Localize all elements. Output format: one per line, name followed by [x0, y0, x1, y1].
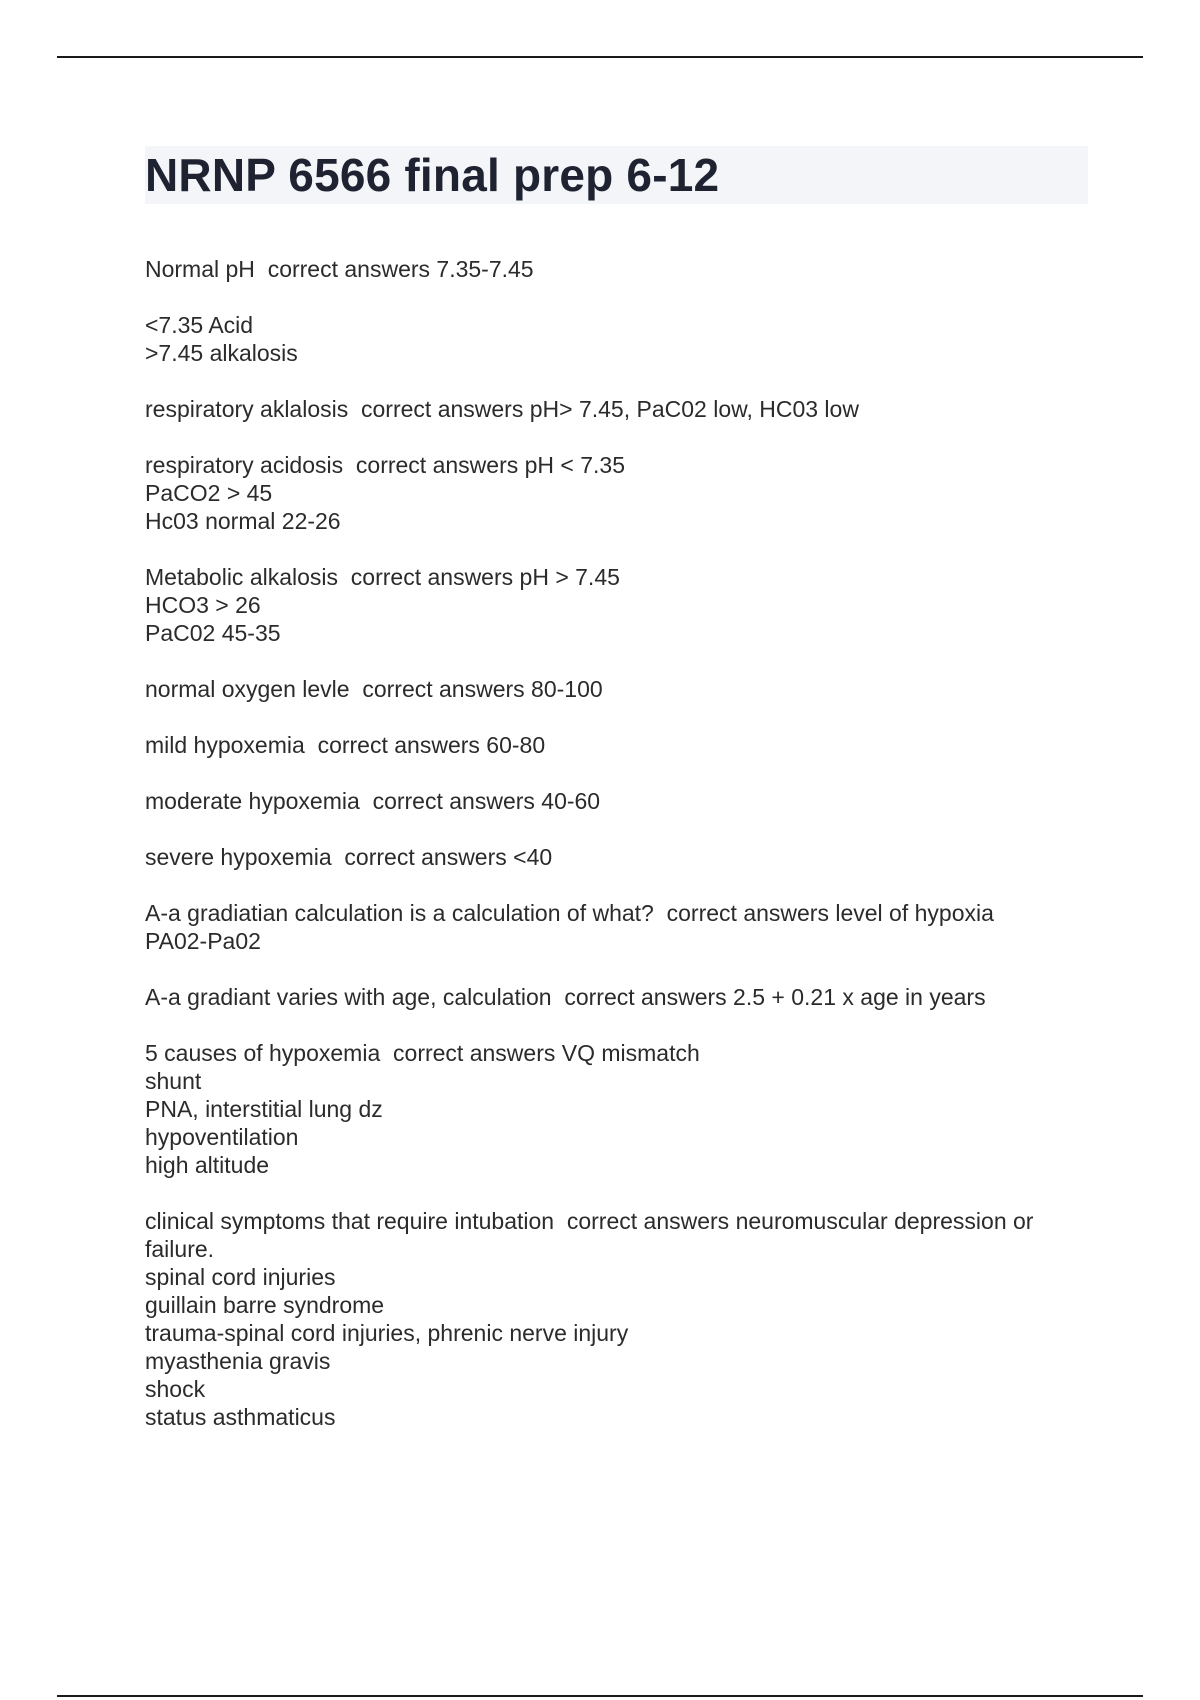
entry-line: failure.	[145, 1236, 215, 1262]
entry-causes-hypoxemia	[145, 1039, 1095, 1179]
bottom-rule	[57, 1695, 1143, 1697]
entry-metabolic-alkalosis	[145, 563, 1095, 647]
entry-line: respiratory acidosis correct answers pH < 7.35	[145, 452, 626, 478]
entry-severe-hypoxemia	[145, 843, 1095, 871]
entry-normal-ph	[145, 255, 1095, 283]
entry-line: PaC02 45-35	[145, 620, 281, 646]
entry-aa-gradient-calculation	[145, 899, 1095, 955]
entry-ph-ranges	[145, 311, 1095, 367]
entry-line: myasthenia gravis	[145, 1348, 331, 1374]
entry-line: PaCO2 > 45	[145, 480, 273, 506]
entry-line: shunt	[145, 1068, 202, 1094]
entry-moderate-hypoxemia	[145, 787, 1095, 815]
entry-line: moderate hypoxemia correct answers 40-60	[145, 788, 601, 814]
entry-line: 5 causes of hypoxemia correct answers VQ mismatch	[145, 1040, 700, 1066]
entry-line: shock	[145, 1376, 206, 1402]
entry-respiratory-alkalosis	[145, 395, 1095, 423]
entry-line: high altitude	[145, 1152, 270, 1178]
entry-line: <7.35 Acid	[145, 312, 254, 338]
entry-line: >7.45 alkalosis	[145, 340, 298, 366]
entry-intubation-symptoms	[145, 1207, 1095, 1431]
entry-respiratory-acidosis	[145, 451, 1095, 535]
entry-line: normal oxygen levle correct answers 80-100	[145, 676, 603, 702]
entry-line: Hc03 normal 22-26	[145, 508, 341, 534]
entry-line: PNA, interstitial lung dz	[145, 1096, 383, 1122]
top-rule	[57, 56, 1143, 58]
entry-normal-oxygen	[145, 675, 1095, 703]
entry-line: clinical symptoms that require intubation correct answers neuromuscular depression or	[145, 1208, 1034, 1234]
entry-line: mild hypoxemia correct answers 60-80	[145, 732, 546, 758]
entry-line: Normal pH correct answers 7.35-7.45	[145, 256, 534, 282]
entry-line: guillain barre syndrome	[145, 1292, 385, 1318]
document-title: NRNP 6566 final prep 6-12	[145, 149, 720, 201]
entry-line: status asthmaticus	[145, 1404, 336, 1430]
entry-line: PA02-Pa02	[145, 928, 261, 954]
entry-line: HCO3 > 26	[145, 592, 261, 618]
entry-mild-hypoxemia	[145, 731, 1095, 759]
entry-line: Metabolic alkalosis correct answers pH > 7.45	[145, 564, 620, 590]
entry-line: respiratory aklalosis correct answers pH> 7.45, PaC02 low, HC03 low	[145, 396, 859, 422]
entry-line: A-a gradiant varies with age, calculation correct answers 2.5 + 0.21 x age in years	[145, 984, 986, 1010]
entry-line: spinal cord injuries	[145, 1264, 336, 1290]
entry-aa-gradient-age	[145, 983, 1095, 1011]
entry-line: A-a gradiatian calculation is a calculation of what? correct answers level of hypoxia	[145, 900, 994, 926]
entry-line: hypoventilation	[145, 1124, 299, 1150]
document-body	[145, 255, 1095, 1459]
entry-line: severe hypoxemia correct answers <40	[145, 844, 553, 870]
entry-line: trauma-spinal cord injuries, phrenic nerve injury	[145, 1320, 629, 1346]
